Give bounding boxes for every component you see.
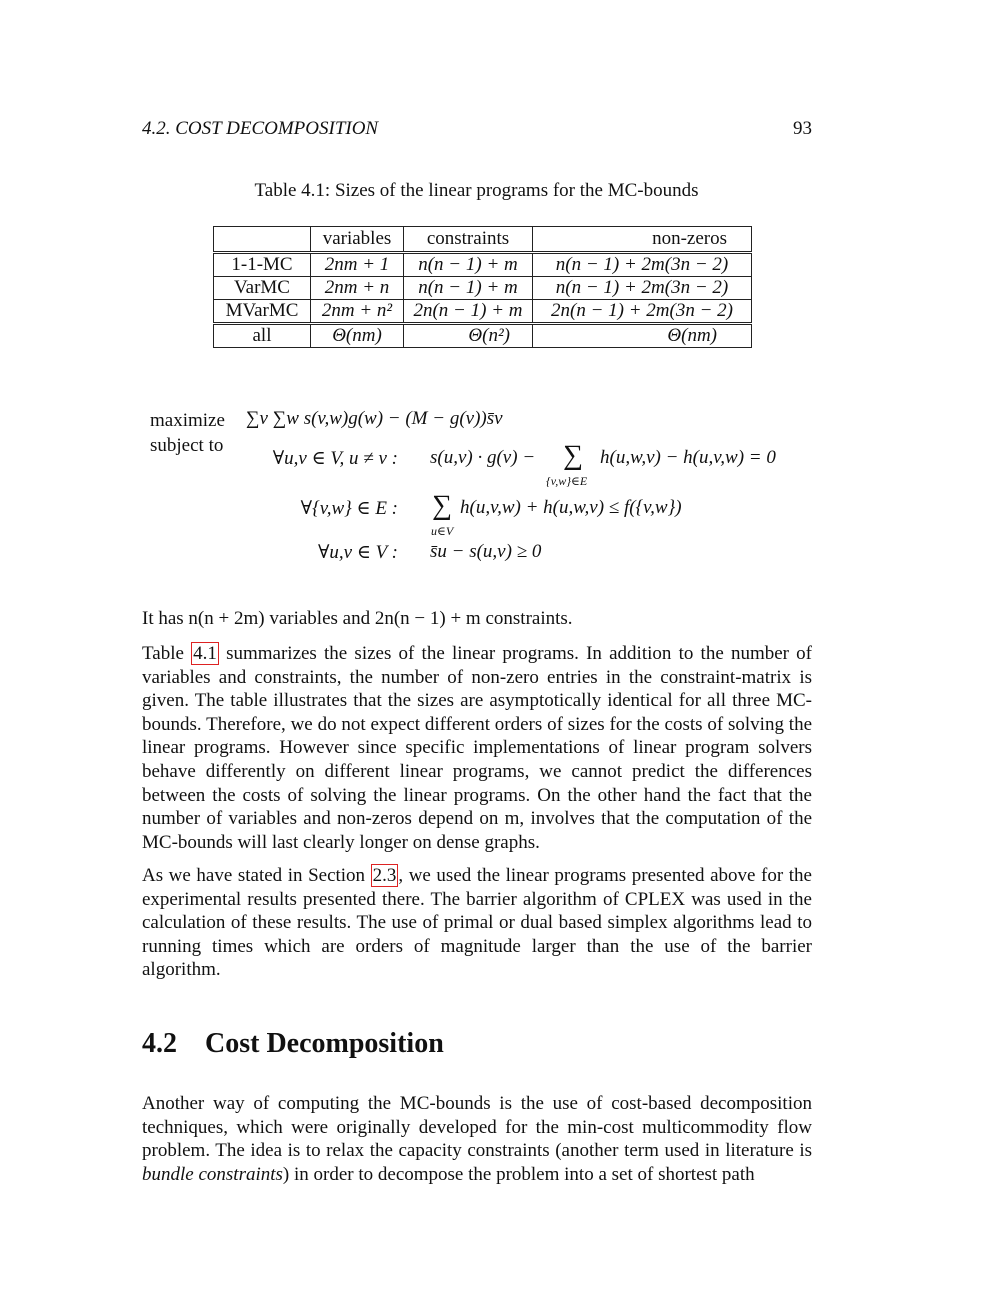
emphasis-text: bundle constraints <box>142 1163 283 1185</box>
constraint-2-right: h(u,v,w) + h(u,w,v) ≤ f({v,w}) <box>460 497 682 518</box>
table-row <box>214 300 752 324</box>
table-cell: 2n(n − 1) + 2m(3n − 2) <box>533 300 752 324</box>
paragraph-table-summary <box>142 642 812 854</box>
sum-symbol: ∑ <box>563 440 583 471</box>
constraint-1-sum-index: {v,w}∈E <box>546 474 588 488</box>
constraint-3-expression: s̄u − s(u,v) ≥ 0 <box>430 541 542 562</box>
constraint-1-right: h(u,w,v) − h(u,v,w) = 0 <box>600 447 776 468</box>
paragraph-text: Another way of computing the MC-bounds is the use of cost-based decomposition techniques, which were originally developed for the min-cost multicommodity flow problem. The idea is to relax the capacity constraints (another term used in literature is <box>142 1093 812 1162</box>
lp-objective: ∑v ∑w s(v,w)g(w) − (M − g(v))s̄v <box>246 408 503 429</box>
table-cell: n(n − 1) + 2m(3n − 2) <box>533 277 752 300</box>
constraint-3-quantifier: ∀u,v ∈ V : <box>317 542 398 563</box>
table-cell: Θ(nm) <box>311 324 404 348</box>
table-cell: VarMC <box>214 277 311 300</box>
table-cell: Θ(n²) <box>404 324 533 348</box>
table-caption: Table 4.1: Sizes of the linear programs for the MC-bounds <box>254 180 699 201</box>
header-cell: non-zeros <box>533 227 752 253</box>
table-cell: 2nm + 1 <box>311 253 404 277</box>
constraint-2-quantifier: ∀{v,w} ∈ E : <box>300 498 398 519</box>
section-number: 4.2 <box>142 1028 177 1059</box>
subject-to-label: subject to <box>150 435 224 456</box>
table-cell: MVarMC <box>214 300 311 324</box>
section-title: Cost Decomposition <box>205 1028 444 1059</box>
constraint-1-quantifier: ∀u,v ∈ V, u ≠ v : <box>272 448 398 469</box>
table-cell: n(n − 1) + 2m(3n − 2) <box>533 253 752 277</box>
paragraph-text: summarizes the sizes of the linear programs. In addition to the number of variables and constraints, the number of non-zero entries in the constraint-matrix is given. The table illustrates that the sizes are asymptotically identical for all three MC-bounds. Therefore, we do not expect different orders of sizes for the costs of solving the linear programs. However since specific implementations of linear program solvers behave differently on different linear programs, we cannot predict the differences between the costs of solving the linear programs. On the other hand the fact that the number of variables and non-zeros depend on m, involves that the computation of the MC-bounds will last clearly longer on dense graphs. <box>142 643 813 853</box>
running-title: 4.2. COST DECOMPOSITION <box>142 118 379 139</box>
lp-size-table <box>213 226 752 348</box>
table-cell: 2n(n − 1) + m <box>404 300 533 324</box>
table-cell: 1-1-MC <box>214 253 311 277</box>
header-cell: variables <box>311 227 404 253</box>
table-row <box>214 277 752 300</box>
page-number: 93 <box>793 118 812 139</box>
paragraph-text: ) in order to decompose the problem into a set of shortest path <box>282 1163 755 1185</box>
table-row <box>214 324 752 348</box>
paragraph-experiments <box>142 864 812 982</box>
paragraph-cost-decomposition <box>142 1092 812 1186</box>
constraint-1-left: s(u,v) · g(v) − <box>430 447 536 468</box>
table-cell: 2nm + n <box>311 277 404 300</box>
table-reference-link[interactable]: 4.1 <box>193 643 217 664</box>
paragraph-text: Table <box>142 643 184 664</box>
table-cell: all <box>214 324 311 348</box>
table-cell: n(n − 1) + m <box>404 277 533 300</box>
table-cell: n(n − 1) + m <box>404 253 533 277</box>
section-reference-link[interactable]: 2.3 <box>372 865 397 886</box>
table-header-row <box>214 227 752 253</box>
running-header <box>142 118 812 140</box>
header-cell: constraints <box>404 227 533 253</box>
lp-labels <box>150 408 225 458</box>
paragraph-variables-count: It has n(n + 2m) variables and 2n(n − 1) + m constraints. <box>142 608 573 629</box>
constraint-2-sum-index: u∈V <box>431 524 454 538</box>
paragraph-text: , we used the linear programs presented above for the experimental results presented there. The barrier algorithm of CPLEX was used in the calculation of these results. The use of primal or dual based simplex algorithms lead to running times which are orders of magnitude larger than the use of the barrier algorithm. <box>142 865 812 981</box>
header-cell <box>214 227 311 253</box>
table-row <box>214 253 752 277</box>
paragraph-text: As we have stated in Section <box>142 865 371 886</box>
sum-symbol: ∑ <box>432 490 452 521</box>
table-cell: Θ(nm) <box>533 324 752 348</box>
section-heading <box>142 1028 444 1060</box>
maximize-label: maximize <box>150 410 225 431</box>
table-cell: 2nm + n² <box>311 300 404 324</box>
